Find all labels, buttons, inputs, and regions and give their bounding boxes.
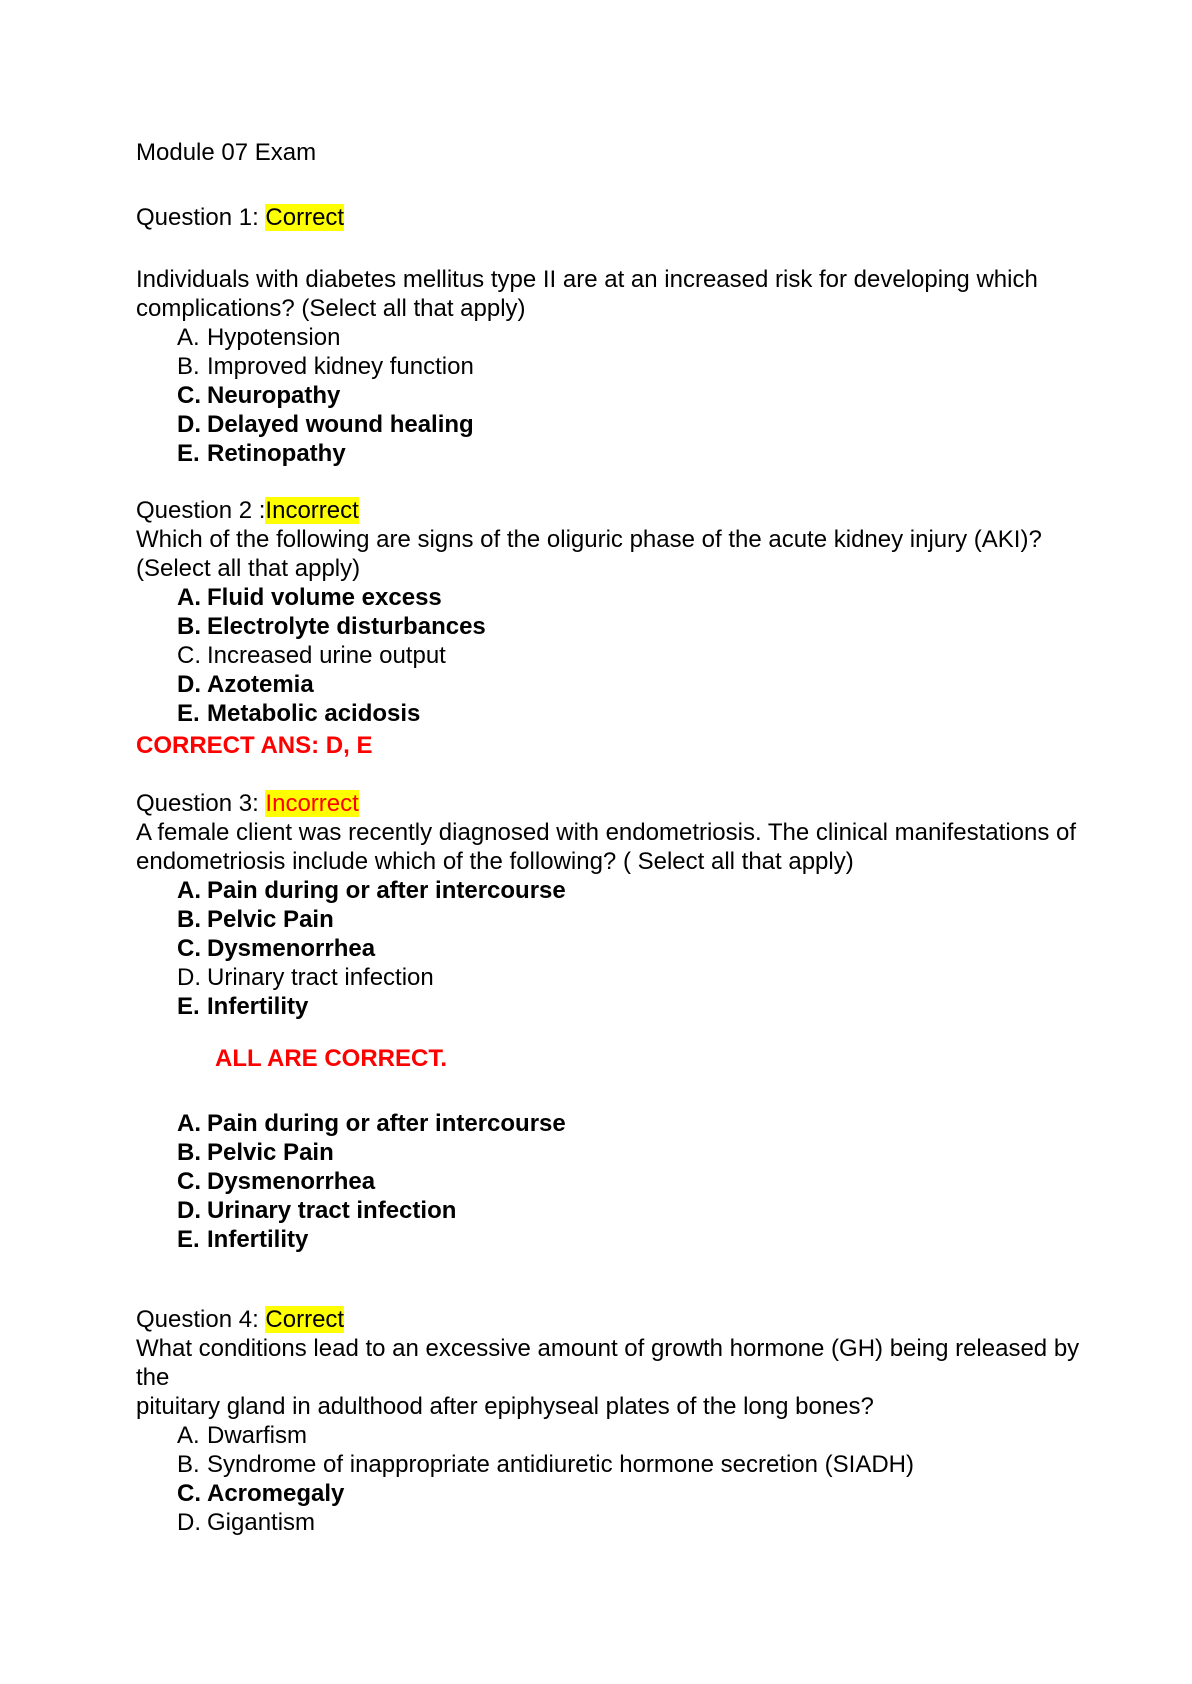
stem-line: complications? (Select all that apply) xyxy=(136,295,526,322)
question-4-status-badge: Correct xyxy=(265,1306,345,1333)
question-3-answer-note: ALL ARE CORRECT. xyxy=(215,1045,448,1072)
option-letter: D. xyxy=(177,964,201,991)
question-1-options xyxy=(136,323,1102,468)
option-letter: A. xyxy=(177,1110,201,1137)
option-text: Retinopathy xyxy=(207,440,346,467)
question-2-heading xyxy=(136,496,1102,525)
option-text: Pain during or after intercourse xyxy=(207,1110,566,1137)
option-c xyxy=(177,641,1102,670)
question-3-status-badge: Incorrect xyxy=(265,790,359,817)
option-text: Neuropathy xyxy=(207,382,341,409)
option-text: Syndrome of inappropriate antidiuretic hormone secretion (SIADH) xyxy=(207,1451,915,1478)
option-text: Urinary tract infection xyxy=(207,1197,457,1224)
option-d xyxy=(177,1196,1102,1225)
option-text: Metabolic acidosis xyxy=(207,700,421,727)
option-text: Hypotension xyxy=(207,324,341,351)
option-letter: A. xyxy=(177,1422,200,1449)
option-letter: A. xyxy=(177,324,200,351)
option-text: Dysmenorrhea xyxy=(207,1168,376,1195)
question-2-label: Question 2 : xyxy=(136,497,266,524)
question-4-label: Question 4: xyxy=(136,1306,266,1333)
option-letter: B. xyxy=(177,613,201,640)
option-letter: D. xyxy=(177,1197,201,1224)
stem-line: endometriosis include which of the following? ( Select all that apply) xyxy=(136,848,854,875)
option-letter: A. xyxy=(177,584,201,611)
option-a xyxy=(177,1109,1102,1138)
option-text: Pelvic Pain xyxy=(207,906,334,933)
question-3-answer-options xyxy=(136,1109,1102,1254)
option-b xyxy=(177,352,1102,381)
option-a xyxy=(177,583,1102,612)
option-text: Azotemia xyxy=(207,671,314,698)
option-a xyxy=(177,876,1102,905)
option-d xyxy=(177,1508,1102,1537)
question-3-label: Question 3: xyxy=(136,790,266,817)
option-text: Infertility xyxy=(207,993,309,1020)
option-letter: D. xyxy=(177,671,201,698)
question-4-options xyxy=(136,1421,1102,1537)
option-letter: C. xyxy=(177,1480,201,1507)
option-b xyxy=(177,1450,1102,1479)
option-e xyxy=(177,1225,1102,1254)
option-c xyxy=(177,1167,1102,1196)
option-text: Gigantism xyxy=(207,1509,316,1536)
option-b xyxy=(177,612,1102,641)
option-letter: E. xyxy=(177,440,200,467)
option-text: Pelvic Pain xyxy=(207,1139,334,1166)
option-letter: B. xyxy=(177,906,201,933)
option-letter: C. xyxy=(177,382,201,409)
stem-line: A female client was recently diagnosed with endometriosis. The clinical manifestations of xyxy=(136,819,1077,846)
stem-line: Individuals with diabetes mellitus type II are at an increased risk for developing which xyxy=(136,266,1038,293)
option-letter: A. xyxy=(177,877,201,904)
option-e xyxy=(177,439,1102,468)
option-d xyxy=(177,410,1102,439)
document-title: Module 07 Exam xyxy=(136,139,317,166)
question-2-stem xyxy=(136,525,1102,583)
option-letter: B. xyxy=(177,1139,201,1166)
question-4-heading xyxy=(136,1305,1102,1334)
option-text: Increased urine output xyxy=(207,642,446,669)
stem-line: pituitary gland in adulthood after epiphyseal plates of the long bones? xyxy=(136,1393,874,1420)
option-d xyxy=(177,670,1102,699)
option-b xyxy=(177,1138,1102,1167)
option-text: Electrolyte disturbances xyxy=(207,613,486,640)
option-text: Pain during or after intercourse xyxy=(207,877,566,904)
option-text: Infertility xyxy=(207,1226,309,1253)
question-4 xyxy=(136,1305,1102,1537)
option-letter: E. xyxy=(177,700,200,727)
option-letter: B. xyxy=(177,353,200,380)
option-letter: B. xyxy=(177,1451,200,1478)
question-1-status-badge: Correct xyxy=(265,204,345,231)
option-letter: C. xyxy=(177,642,201,669)
stem-line: (Select all that apply) xyxy=(136,555,361,582)
option-text: Acromegaly xyxy=(207,1480,345,1507)
question-2-answer-note: CORRECT ANS: D, E xyxy=(136,732,373,759)
option-c xyxy=(177,934,1102,963)
question-3 xyxy=(136,789,1102,1254)
question-3-options xyxy=(136,876,1102,1021)
option-d xyxy=(177,963,1102,992)
option-b xyxy=(177,905,1102,934)
option-text: Improved kidney function xyxy=(207,353,474,380)
question-2-status-badge: Incorrect xyxy=(265,497,359,524)
option-text: Urinary tract infection xyxy=(207,964,434,991)
stem-line: Which of the following are signs of the oliguric phase of the acute kidney injury (AKI)? xyxy=(136,526,1042,553)
option-a xyxy=(177,1421,1102,1450)
question-2-options xyxy=(136,583,1102,728)
option-e xyxy=(177,992,1102,1021)
question-3-stem xyxy=(136,818,1102,876)
option-letter: E. xyxy=(177,1226,200,1253)
option-letter: C. xyxy=(177,1168,201,1195)
option-e xyxy=(177,699,1102,728)
option-letter: D. xyxy=(177,411,201,438)
option-c xyxy=(177,381,1102,410)
option-text: Dysmenorrhea xyxy=(207,935,376,962)
question-2 xyxy=(136,496,1102,760)
question-1-label: Question 1: xyxy=(136,204,266,231)
question-4-stem xyxy=(136,1334,1102,1421)
option-letter: D. xyxy=(177,1509,201,1536)
stem-line: What conditions lead to an excessive amount of growth hormone (GH) being released by the xyxy=(136,1335,1080,1391)
option-text: Delayed wound healing xyxy=(207,411,474,438)
option-c xyxy=(177,1479,1102,1508)
question-1 xyxy=(136,203,1102,468)
question-1-heading xyxy=(136,203,1102,232)
question-3-heading xyxy=(136,789,1102,818)
option-text: Dwarfism xyxy=(207,1422,307,1449)
question-1-stem xyxy=(136,265,1102,323)
option-letter: C. xyxy=(177,935,201,962)
option-letter: E. xyxy=(177,993,200,1020)
option-text: Fluid volume excess xyxy=(207,584,442,611)
option-a xyxy=(177,323,1102,352)
